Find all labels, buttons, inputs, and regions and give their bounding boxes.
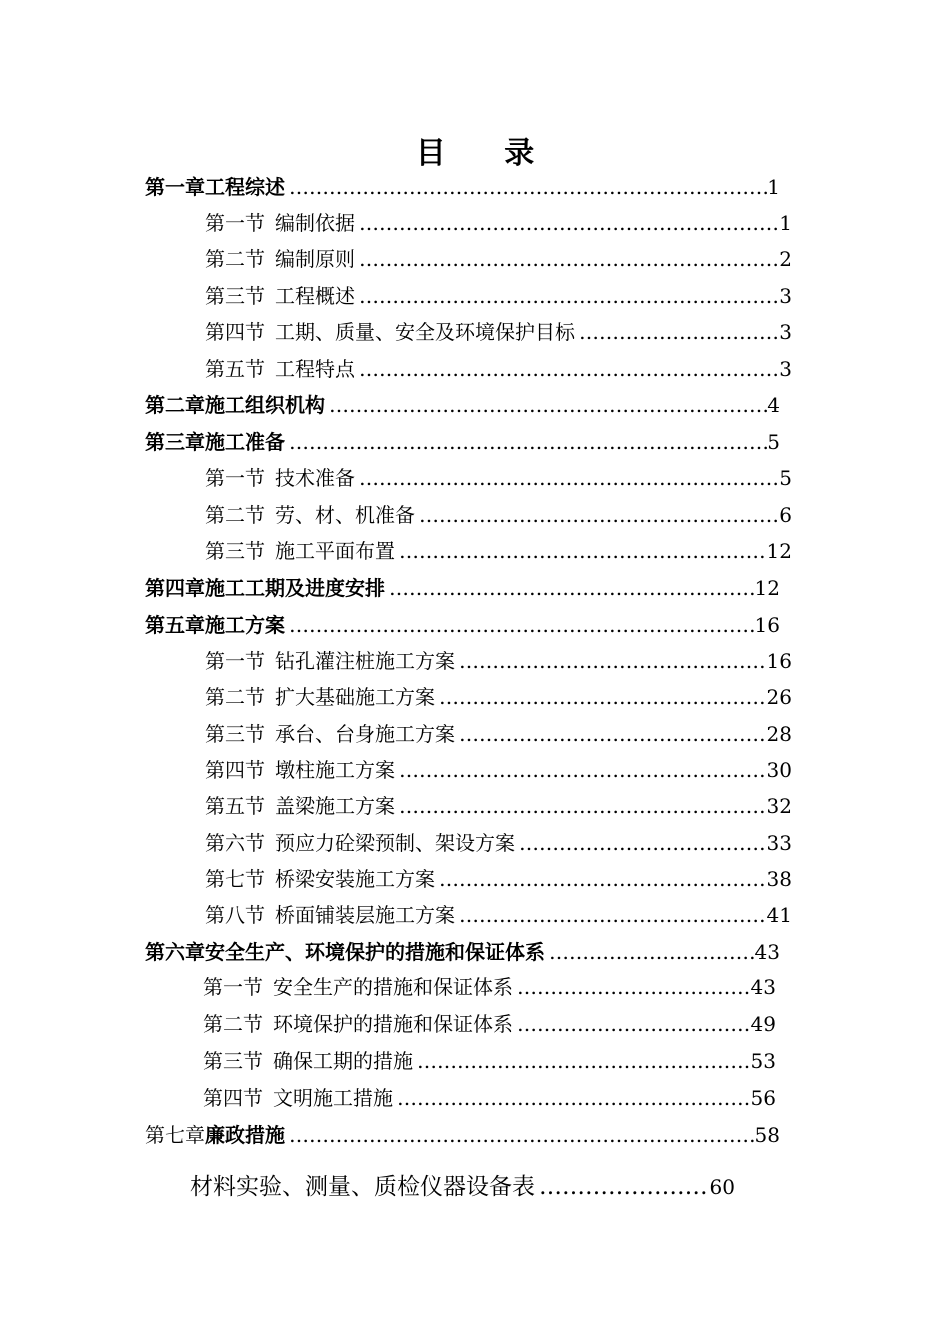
appendix-page-number: 60 [709, 1175, 735, 1199]
page-number: 16 [766, 649, 792, 673]
page-number: 4 [767, 393, 780, 417]
toc-chapter-entry[interactable] [145, 937, 780, 967]
section-number: 第五节 [205, 794, 265, 818]
leader-dots [519, 828, 767, 858]
page-number: 1 [779, 211, 792, 235]
section-number: 第四节 [205, 758, 265, 782]
section-title: 扩大基础施工方案 [275, 685, 435, 709]
chapter-title: 施工准备 [205, 430, 285, 454]
leader-dots [399, 536, 767, 566]
leader-dots [579, 317, 779, 347]
leader-dots [539, 1170, 710, 1204]
leader-dots [517, 972, 751, 1002]
leader-dots [289, 172, 767, 202]
leader-dots [517, 1009, 751, 1039]
page-number: 12 [754, 576, 780, 600]
page-number: 3 [779, 320, 792, 344]
section-number: 第二节 [205, 685, 265, 709]
page-number: 1 [767, 175, 780, 199]
chapter-title: 安全生产、环境保护的措施和保证体系 [205, 940, 545, 964]
leader-dots [289, 427, 767, 457]
leader-dots [329, 390, 767, 420]
page-number: 53 [750, 1049, 776, 1073]
toc-section-entry[interactable] [205, 500, 792, 530]
chapter-title: 施工方案 [205, 613, 285, 637]
page-number: 33 [766, 831, 792, 855]
toc-appendix-entry[interactable] [190, 1170, 735, 1204]
toc-section-entry[interactable] [203, 1046, 776, 1076]
leader-dots [389, 573, 755, 603]
section-number: 第二节 [205, 247, 265, 271]
leader-dots [459, 719, 767, 749]
toc-section-entry[interactable] [205, 828, 792, 858]
leader-dots [439, 864, 767, 894]
toc-chapter-entry[interactable] [145, 427, 780, 457]
leader-dots [419, 500, 779, 530]
section-number: 第一节 [205, 211, 265, 235]
toc-section-entry[interactable] [203, 972, 776, 1002]
chapter-number: 第一章 [145, 175, 205, 199]
section-title: 预应力砼梁预制、架设方案 [275, 831, 515, 855]
toc-section-entry[interactable] [205, 719, 792, 749]
section-number: 第一节 [203, 975, 263, 999]
toc-section-entry[interactable] [205, 864, 792, 894]
toc-chapter-entry[interactable] [145, 610, 780, 640]
toc-chapter-entry[interactable] [145, 573, 780, 603]
section-title: 施工平面布置 [275, 539, 395, 563]
section-number: 第二节 [205, 503, 265, 527]
section-number: 第四节 [203, 1086, 263, 1110]
toc-section-entry[interactable] [203, 1083, 776, 1113]
page-number: 38 [766, 867, 792, 891]
section-number: 第一节 [205, 649, 265, 673]
section-title: 劳、材、机准备 [275, 503, 415, 527]
leader-dots [417, 1046, 751, 1076]
toc-section-entry[interactable] [205, 755, 792, 785]
section-title: 环境保护的措施和保证体系 [273, 1012, 513, 1036]
section-title: 盖梁施工方案 [275, 794, 395, 818]
page-number: 3 [779, 284, 792, 308]
chapter-number: 第二章 [145, 393, 205, 417]
leader-dots [359, 244, 779, 274]
page-number: 26 [766, 685, 792, 709]
section-title: 确保工期的措施 [273, 1049, 413, 1073]
page-number: 49 [750, 1012, 776, 1036]
section-number: 第四节 [205, 320, 265, 344]
page-number: 30 [766, 758, 792, 782]
toc-section-entry[interactable] [205, 208, 792, 238]
toc-chapter-entry[interactable] [145, 1120, 780, 1150]
leader-dots [359, 463, 779, 493]
page-number: 16 [754, 613, 780, 637]
toc-section-entry[interactable] [205, 536, 792, 566]
page-number: 41 [766, 903, 792, 927]
section-number: 第六节 [205, 831, 265, 855]
section-number: 第三节 [203, 1049, 263, 1073]
chapter-number: 第七章 [145, 1123, 205, 1147]
section-number: 第八节 [205, 903, 265, 927]
page-number: 5 [767, 430, 780, 454]
chapter-number: 第四章 [145, 576, 205, 600]
page-number: 12 [766, 539, 792, 563]
leader-dots [359, 208, 779, 238]
section-title: 工期、质量、安全及环境保护目标 [275, 320, 575, 344]
chapter-title: 廉政措施 [205, 1123, 285, 1147]
leader-dots [397, 1083, 751, 1113]
toc-section-entry[interactable] [205, 791, 792, 821]
page-number: 3 [779, 357, 792, 381]
appendix-title: 材料实验、测量、质检仪器设备表 [190, 1174, 535, 1200]
section-number: 第三节 [205, 722, 265, 746]
section-title: 工程概述 [275, 284, 355, 308]
chapter-title: 施工工期及进度安排 [205, 576, 385, 600]
leader-dots [549, 937, 755, 967]
section-title: 编制依据 [275, 211, 355, 235]
toc-section-entry[interactable] [203, 1009, 776, 1039]
chapter-number: 第三章 [145, 430, 205, 454]
page-number: 5 [779, 466, 792, 490]
section-title: 技术准备 [275, 466, 355, 490]
leader-dots [399, 755, 767, 785]
toc-chapter-entry[interactable] [145, 390, 780, 420]
toc-section-entry[interactable] [205, 354, 792, 384]
toc-section-entry[interactable] [205, 281, 792, 311]
toc-section-entry[interactable] [205, 682, 792, 712]
leader-dots [289, 610, 755, 640]
toc-section-entry[interactable] [205, 900, 792, 930]
section-title: 文明施工措施 [273, 1086, 393, 1110]
toc-chapter-entry[interactable] [145, 172, 780, 202]
toc-section-entry[interactable] [205, 244, 792, 274]
leader-dots [359, 354, 779, 384]
page-number: 32 [766, 794, 792, 818]
leader-dots [459, 900, 767, 930]
section-title: 桥梁安装施工方案 [275, 867, 435, 891]
section-title: 编制原则 [275, 247, 355, 271]
toc-section-entry[interactable] [205, 463, 792, 493]
page-number: 56 [750, 1086, 776, 1110]
page-number: 43 [750, 975, 776, 999]
chapter-number: 第六章 [145, 940, 205, 964]
chapter-number: 第五章 [145, 613, 205, 637]
chapter-title: 施工组织机构 [205, 393, 325, 417]
page-number: 6 [779, 503, 792, 527]
page-number: 2 [779, 247, 792, 271]
section-title: 钻孔灌注桩施工方案 [275, 649, 455, 673]
section-title: 工程特点 [275, 357, 355, 381]
section-title: 承台、台身施工方案 [275, 722, 455, 746]
chapter-title: 工程综述 [205, 175, 285, 199]
section-title: 安全生产的措施和保证体系 [273, 975, 513, 999]
leader-dots [459, 646, 767, 676]
toc-section-entry[interactable] [205, 646, 792, 676]
section-number: 第五节 [205, 357, 265, 381]
section-number: 第三节 [205, 284, 265, 308]
section-number: 第一节 [205, 466, 265, 490]
leader-dots [439, 682, 767, 712]
page-title: 目 录 [415, 136, 559, 171]
leader-dots [289, 1120, 755, 1150]
leader-dots [359, 281, 779, 311]
section-number: 第七节 [205, 867, 265, 891]
section-number: 第二节 [203, 1012, 263, 1036]
toc-section-entry[interactable] [205, 317, 792, 347]
page-number: 28 [766, 722, 792, 746]
section-title: 桥面铺装层施工方案 [275, 903, 455, 927]
leader-dots [399, 791, 767, 821]
section-number: 第三节 [205, 539, 265, 563]
section-title: 墩柱施工方案 [275, 758, 395, 782]
page-number: 58 [754, 1123, 780, 1147]
page-number: 43 [754, 940, 780, 964]
